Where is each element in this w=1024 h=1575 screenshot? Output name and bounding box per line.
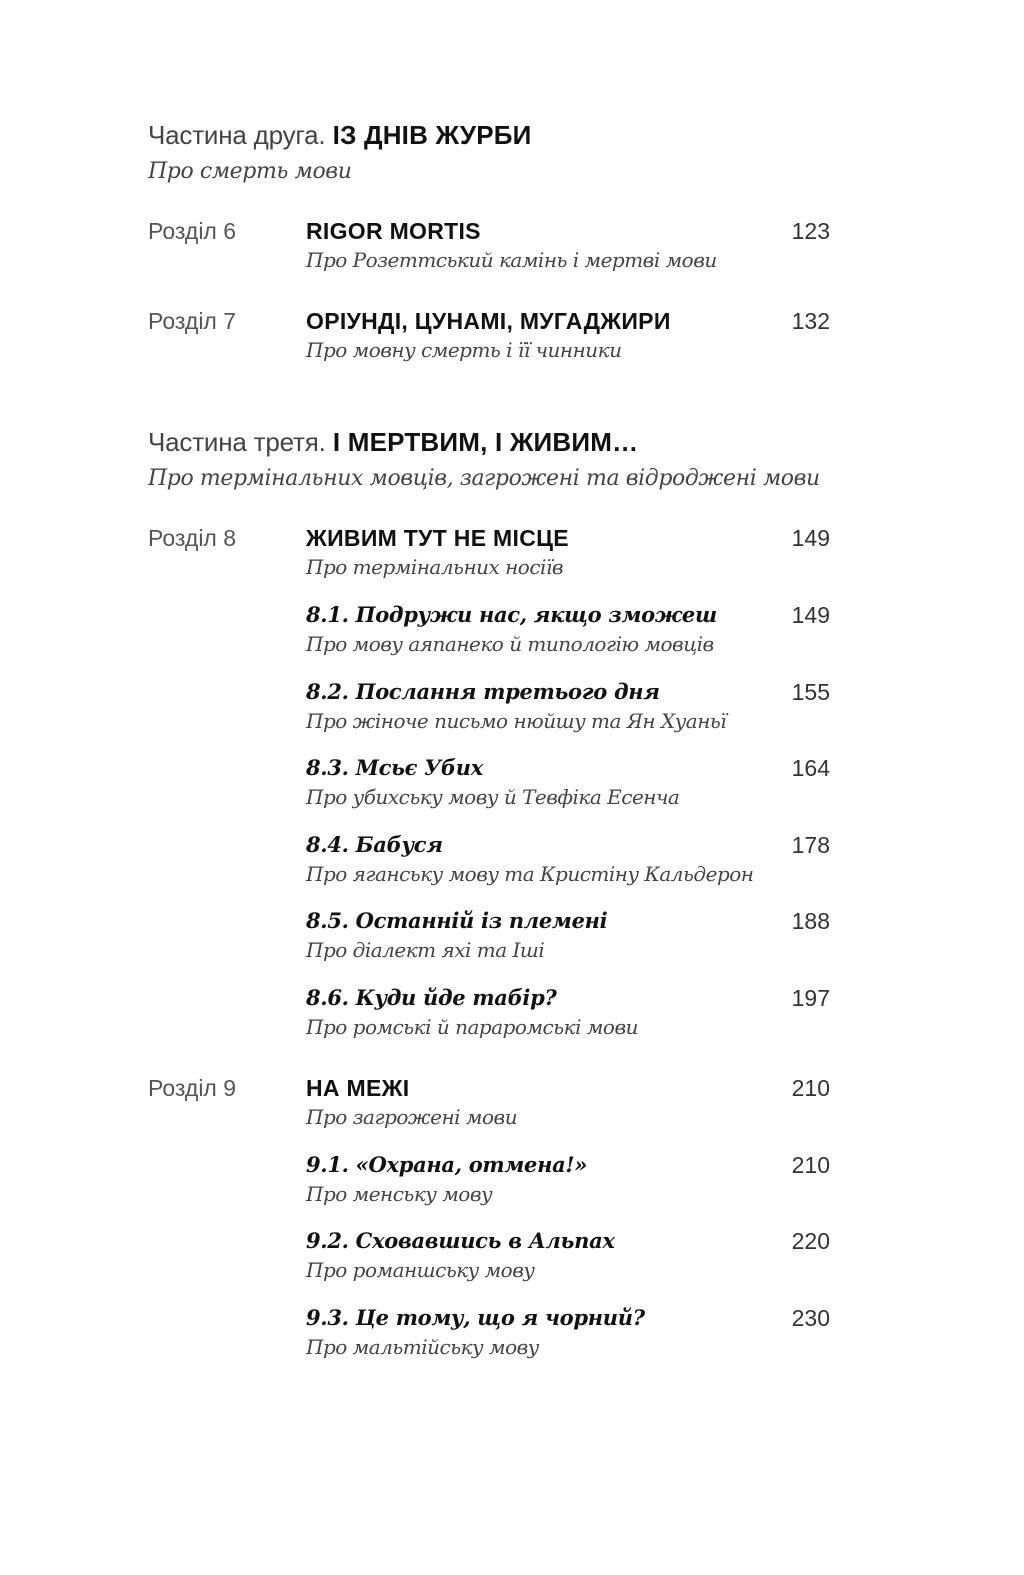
toc-entry-section[interactable]: [0, 1303, 1024, 1373]
chapter-label: Розділ 7: [148, 308, 237, 334]
part-label: Частина друга.: [148, 120, 326, 150]
section-description: Про діалект яхі та Іші: [306, 938, 545, 962]
section-description: Про убихську мову й Тевфіка Есенча: [306, 785, 680, 809]
chapter-label: Розділ 9: [148, 1075, 237, 1101]
toc-entry-section[interactable]: [0, 677, 1024, 747]
page-number: 230: [791, 1305, 830, 1331]
page-number: 188: [791, 908, 830, 934]
page-number: 155: [791, 679, 830, 705]
page-number: 178: [791, 832, 830, 858]
section-description: Про ромські й парaромські мови: [306, 1015, 638, 1039]
section-description: Про яганську мову та Кристіну Кальдерон: [306, 862, 754, 886]
chapter-title: RIGOR MORTIS: [306, 218, 481, 244]
toc-entry-section[interactable]: [0, 600, 1024, 670]
chapter-title: ОРІУНДІ, ЦУНАМІ, МУГАДЖИРИ: [306, 308, 671, 334]
part-title: ІЗ ДНІВ ЖУРБИ: [332, 120, 532, 150]
chapter-description: Про мовну смерть і її чинники: [306, 338, 622, 362]
page-number: 220: [791, 1228, 830, 1254]
page-number: 123: [791, 218, 830, 244]
toc-entry-chapter[interactable]: [0, 216, 1024, 286]
part-heading: [148, 427, 638, 457]
part-label: Частина третя.: [148, 427, 326, 457]
toc-entry-section[interactable]: [0, 830, 1024, 900]
chapter-label: Розділ 8: [148, 525, 237, 551]
page-number: 164: [791, 755, 830, 781]
section-description: Про мальтійську мову: [306, 1335, 539, 1359]
part-subtitle: Про термінальних мовців, загрожені та відроджені мови: [148, 466, 820, 491]
chapter-description: Про Розеттський камінь і мертві мови: [306, 248, 717, 272]
page-number: 210: [791, 1075, 830, 1101]
section-title: 9.2. Сховавшись в Альпах: [306, 1228, 615, 1253]
toc-entry-chapter[interactable]: [0, 523, 1024, 593]
section-title: 8.6. Куди йде табір?: [306, 985, 557, 1010]
section-description: Про жіноче письмо нюйшу та Ян Хуаньї: [306, 709, 727, 733]
chapter-label: Розділ 6: [148, 218, 237, 244]
section-title: 9.3. Це тому, що я чорний?: [306, 1305, 645, 1330]
section-description: Про мову аяпанеко й типологію мовців: [306, 632, 714, 656]
chapter-description: Про термінальних носіїв: [306, 555, 563, 579]
toc-entry-section[interactable]: [0, 753, 1024, 823]
section-title: 9.1. «Охрана, отмена!»: [306, 1152, 588, 1177]
section-title: 8.1. Подружи нас, якщо зможеш: [306, 602, 717, 627]
section-title: 8.2. Послання третього дня: [306, 679, 660, 704]
toc-entry-section[interactable]: [0, 906, 1024, 976]
section-title: 8.3. Мсьє Убих: [306, 755, 483, 780]
chapter-description: Про загрожені мови: [306, 1105, 518, 1129]
section-description: Про романшську мову: [306, 1258, 535, 1282]
section-title: 8.5. Останній із племені: [306, 908, 608, 933]
page-number: 210: [791, 1152, 830, 1178]
part-subtitle: Про смерть мови: [148, 159, 352, 184]
toc-entry-section[interactable]: [0, 983, 1024, 1053]
chapter-title: НА МЕЖІ: [306, 1075, 410, 1101]
toc-entry-chapter[interactable]: [0, 306, 1024, 376]
chapter-title: ЖИВИМ ТУТ НЕ МІСЦЕ: [306, 525, 569, 551]
part-title: І МЕРТВИМ, І ЖИВИМ…: [332, 427, 639, 457]
toc-entry-section[interactable]: [0, 1226, 1024, 1296]
part-heading: [148, 120, 532, 150]
section-description: Про менську мову: [306, 1182, 493, 1206]
section-title: 8.4. Бабуся: [306, 832, 443, 857]
page-number: 197: [791, 985, 830, 1011]
toc-entry-chapter[interactable]: [0, 1073, 1024, 1143]
toc-entry-section[interactable]: [0, 1150, 1024, 1220]
page-number: 149: [791, 602, 830, 628]
page-number: 132: [791, 308, 830, 334]
page-number: 149: [791, 525, 830, 551]
